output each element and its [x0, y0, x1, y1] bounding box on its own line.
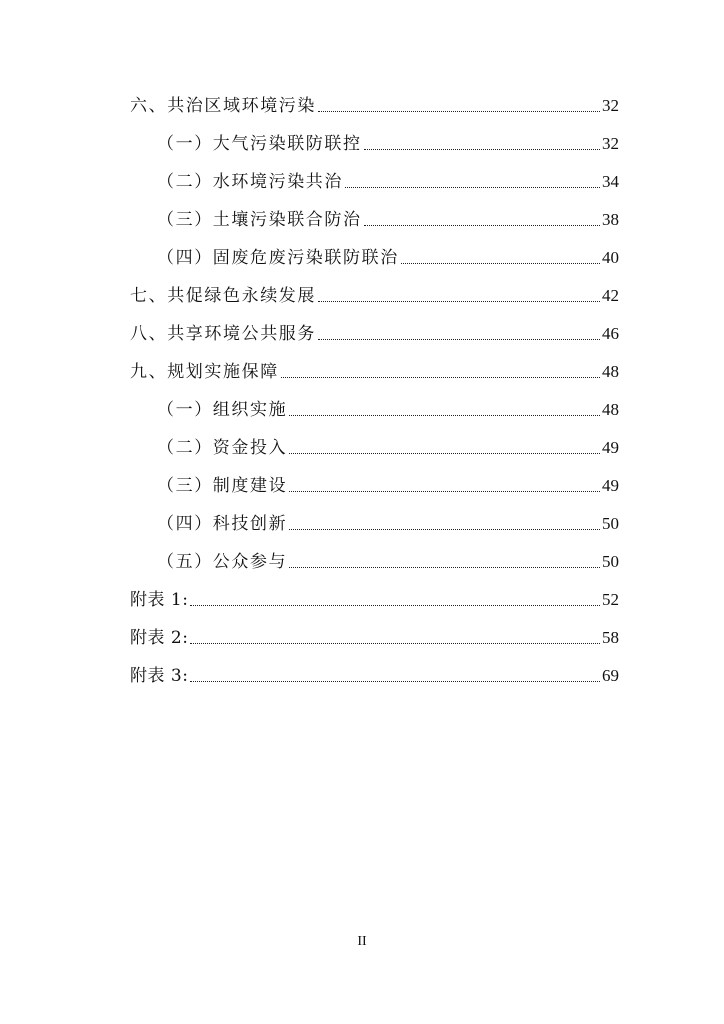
toc-entry[interactable] [157, 429, 619, 459]
toc-entry-title: 九、规划实施保障 [130, 362, 279, 382]
toc-entry[interactable] [157, 391, 619, 421]
toc-entry-page: 52 [602, 590, 619, 609]
toc-entry[interactable] [130, 315, 619, 345]
toc-entry-title: （四）固废危废污染联防联治 [157, 248, 399, 268]
toc-entry-page: 50 [602, 552, 619, 571]
toc-entry-page: 48 [602, 400, 619, 419]
toc-dot-leader [190, 604, 600, 606]
toc-entry-page: 40 [602, 248, 619, 267]
toc-entry-page: 58 [602, 628, 619, 647]
toc-dot-leader [190, 642, 600, 644]
toc-entry[interactable] [157, 125, 619, 155]
toc-dot-leader [289, 566, 600, 568]
toc-entry-title: （五）公众参与 [157, 552, 288, 572]
toc-entry-title: 附表 3: [130, 666, 189, 686]
toc-dot-leader [401, 262, 600, 264]
toc-entry[interactable] [157, 239, 619, 269]
toc-entry-title: （三）制度建设 [157, 476, 288, 496]
toc-entry-title: （四）科技创新 [157, 514, 288, 534]
toc-dot-leader [318, 300, 600, 302]
toc-dot-leader [364, 148, 600, 150]
toc-entry-page: 49 [602, 438, 619, 457]
toc-entry-title: 七、共促绿色永续发展 [130, 286, 316, 306]
toc-dot-leader [318, 338, 600, 340]
toc-entry[interactable] [157, 201, 619, 231]
toc-entry[interactable] [130, 619, 619, 649]
toc-dot-leader [289, 490, 600, 492]
toc-entry-title: （一）大气污染联防联控 [157, 134, 362, 154]
toc-entry[interactable] [130, 657, 619, 687]
toc-dot-leader [364, 224, 600, 226]
toc-entry-page: 32 [602, 134, 619, 153]
toc-entry-title: （二）资金投入 [157, 438, 288, 458]
toc-entry-title: 六、共治区域环境污染 [130, 96, 316, 116]
toc-entry[interactable] [157, 505, 619, 535]
toc-entry-page: 38 [602, 210, 619, 229]
toc-entry-page: 32 [602, 96, 619, 115]
toc-entry-title: 八、共享环境公共服务 [130, 324, 316, 344]
toc-entry-title: （三）土壤污染联合防治 [157, 210, 362, 230]
toc-entry-page: 69 [602, 666, 619, 685]
toc-dot-leader [190, 680, 600, 682]
toc-dot-leader [318, 110, 600, 112]
toc-entry-title: 附表 2: [130, 628, 189, 648]
toc-entry[interactable] [157, 467, 619, 497]
toc-entry-title: （一）组织实施 [157, 400, 288, 420]
toc-entry[interactable] [130, 277, 619, 307]
toc-dot-leader [345, 186, 600, 188]
toc-entry[interactable] [130, 353, 619, 383]
toc-entry[interactable] [130, 87, 619, 117]
toc-dot-leader [289, 528, 600, 530]
toc-dot-leader [289, 414, 600, 416]
toc-entry-page: 34 [602, 172, 619, 191]
toc-entry-page: 50 [602, 514, 619, 533]
toc-entry-page: 49 [602, 476, 619, 495]
toc-entry-title: 附表 1: [130, 590, 189, 610]
toc-entry-title: （二）水环境污染共治 [157, 172, 343, 192]
toc-entry[interactable] [157, 543, 619, 573]
toc-entry[interactable] [130, 581, 619, 611]
toc-dot-leader [281, 376, 600, 378]
toc-entry-page: 46 [602, 324, 619, 343]
toc-entry[interactable] [157, 163, 619, 193]
toc-entry-page: 42 [602, 286, 619, 305]
toc-entry-page: 48 [602, 362, 619, 381]
page-number: II [357, 934, 367, 949]
toc-dot-leader [289, 452, 600, 454]
